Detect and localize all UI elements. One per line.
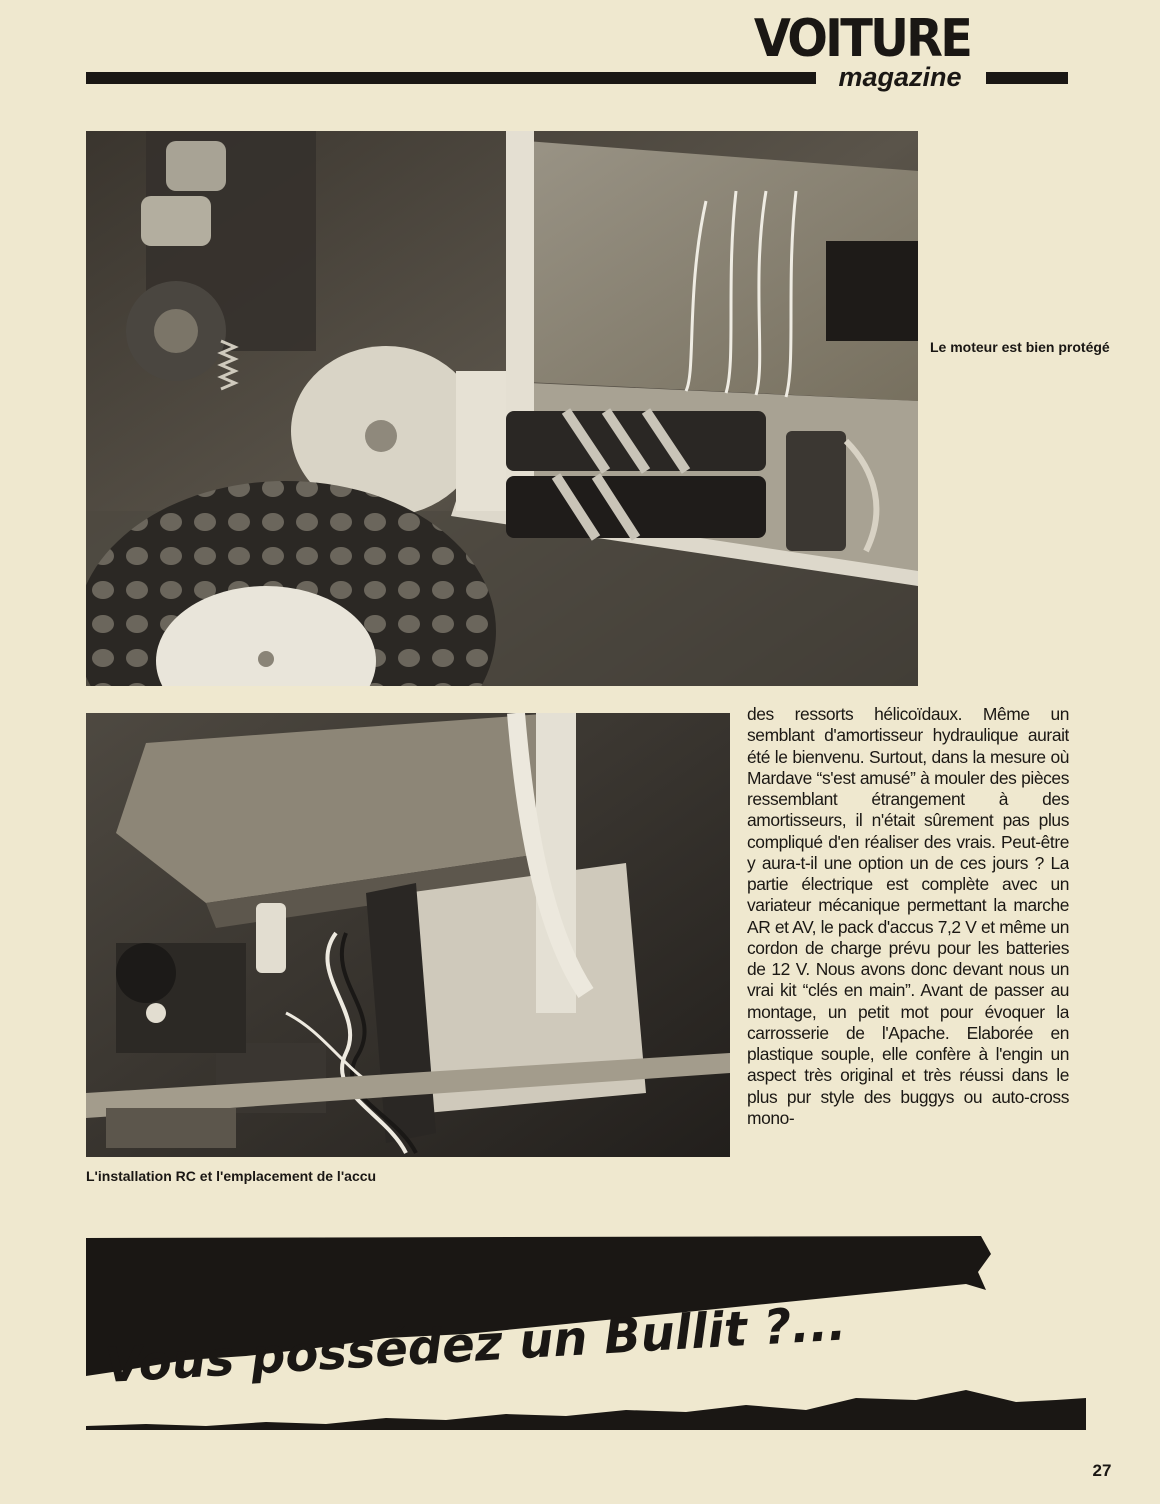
rc-photo-caption: L'installation RC et l'emplacement de l'accu	[86, 1168, 377, 1184]
header-rule-left	[86, 72, 816, 84]
magazine-subtitle: magazine	[838, 62, 962, 92]
article-body-text: des ressorts hélicoïdaux. Même un semblant d'amortisseur hydraulique aurait été le bienvenu. Surtout, dans la mesure où Mardave “s'est amusé” à mouler des pièces ressemblant étrangement à des amortisseurs, il n'était sûrement pas plus compliqué d'en réaliser des vrais. Peut-être y aura-t-il une option un de ces jours ? La partie électrique est complète avec un variateur mécanique permettant la marche AR et AV, le pack d'accus 7,2 V et même un cordon de charge prévu pour les batteries de 12 V. Nous avons donc devant nous un vrai kit “clés en main”. Avant de passer au montage, un petit mot pour évoquer la carrosserie de l'Apache. Elaborée en plastique souple, elle confère à l'engin un aspect très original et très réussi dans le plus pur style des buggys ou auto-cross mono-	[747, 704, 1069, 1128]
banner-headline: Vous possédez un Bullit ?...	[103, 1295, 848, 1395]
header-rule-right	[986, 72, 1068, 84]
page-number: 27	[1092, 1461, 1112, 1480]
motor-photo-caption: Le moteur est bien protégé	[930, 339, 1110, 355]
motor-photo	[86, 131, 918, 686]
magazine-title: VOITURE	[753, 9, 971, 69]
rc-installation-photo	[86, 713, 730, 1157]
